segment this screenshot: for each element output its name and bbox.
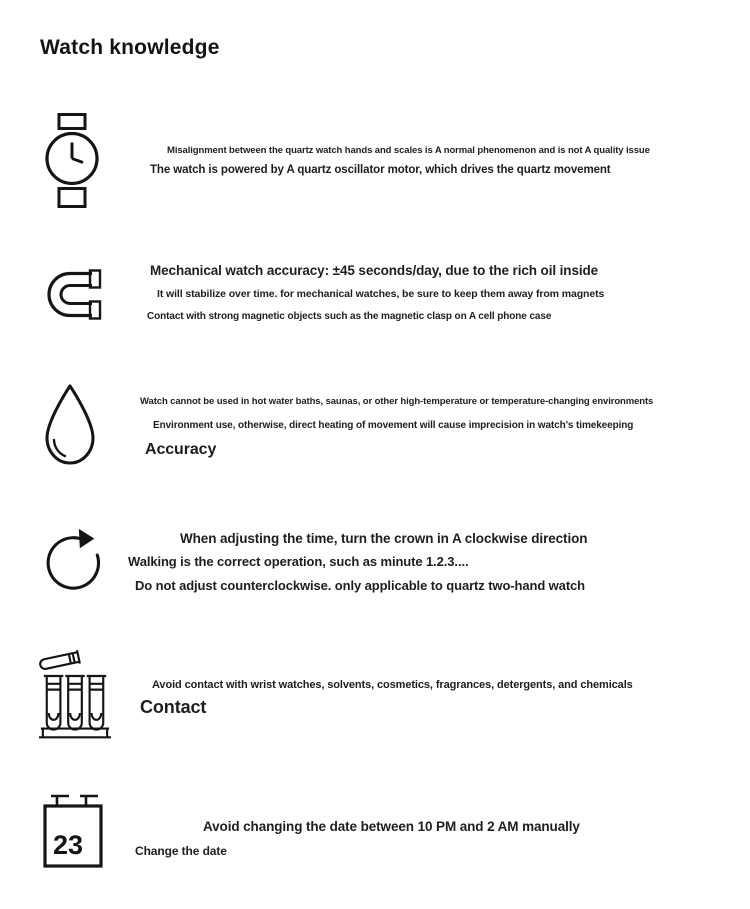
section-heat-line-3: Accuracy (145, 441, 217, 458)
calendar-day-number: 23 (53, 830, 84, 860)
section-chemicals-line-2: Contact (140, 697, 207, 717)
section-heat-line-1: Watch cannot be used in hot water baths, saunas, or other high-temperature or temperature-changing environments (140, 396, 654, 407)
section-date-line-2: Change the date (135, 844, 227, 858)
section-crown-line-1: When adjusting the time, turn the crown in A clockwise direction (180, 531, 588, 546)
clockwise-arrow-icon (42, 521, 106, 593)
section-watch-line-2: The watch is powered by A quartz oscillator motor, which drives the quartz movement (150, 164, 611, 176)
section-heat-line-2: Environment use, otherwise, direct heating of movement will cause imprecision in watch's timekeeping (153, 420, 634, 431)
section-magnet-line-3: Contact with strong magnetic objects such as the magnetic clasp on A cell phone case (147, 311, 552, 322)
wristwatch-icon (44, 111, 100, 210)
section-chemicals-line-1: Avoid contact with wrist watches, solvents, cosmetics, fragrances, detergents, and chemicals (152, 679, 633, 691)
section-watch-line-1: Misalignment between the quartz watch hands and scales is A normal phenomenon and is not A quality issue (167, 145, 650, 156)
section-crown-line-3: Do not adjust counterclockwise. only applicable to quartz two-hand watch (135, 578, 586, 593)
section-magnet-line-1: Mechanical watch accuracy: ±45 seconds/day, due to the rich oil inside (150, 263, 599, 278)
page-title: Watch knowledge (40, 36, 220, 59)
section-magnet-line-2: It will stabilize over time. for mechanical watches, be sure to keep them away from magnets (157, 288, 605, 300)
calendar-icon (42, 792, 104, 870)
section-date-line-1: Avoid changing the date between 10 PM and 2 AM manually (203, 819, 580, 834)
water-drop-icon (40, 381, 100, 469)
magnet-icon (40, 261, 102, 324)
section-crown-line-2: Walking is the correct operation, such as minute 1.2.3.... (128, 554, 469, 569)
test-tubes-icon (38, 644, 112, 745)
